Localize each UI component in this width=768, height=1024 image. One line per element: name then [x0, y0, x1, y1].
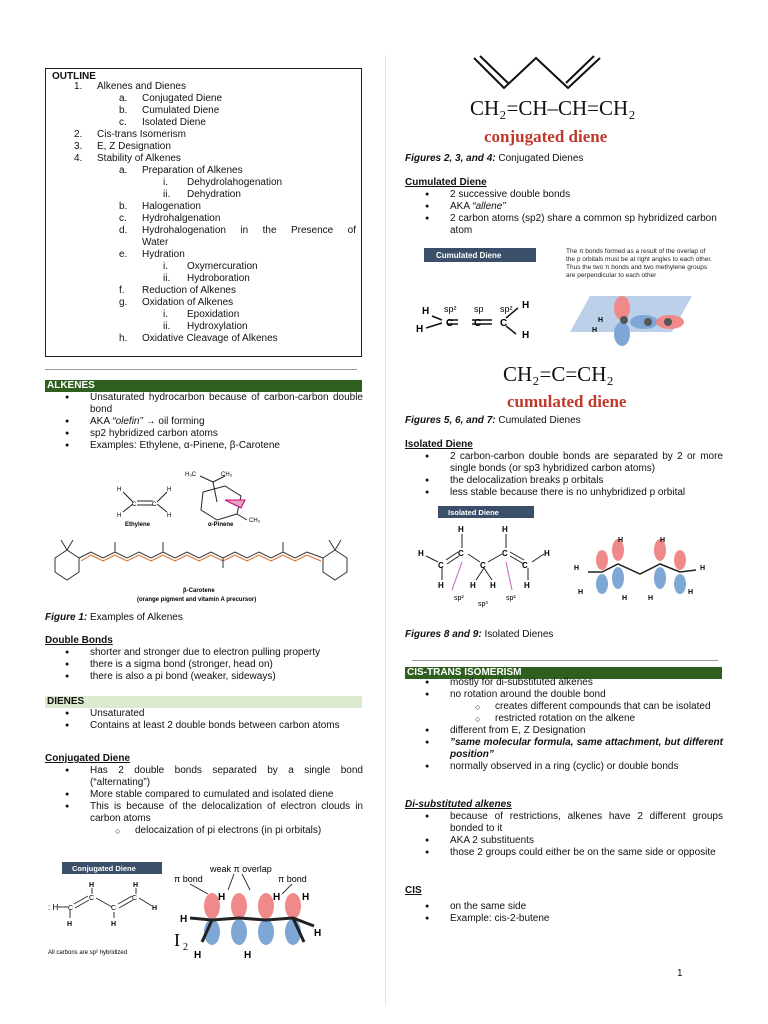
outline-item-label: Oxidation of Alkenes: [142, 297, 234, 308]
cis-trans-bullets: [405, 677, 723, 773]
svg-text:H: H: [167, 513, 172, 519]
outline-item-label: Hydroboration: [187, 273, 250, 284]
svg-text:H: H: [302, 892, 310, 903]
weak-overlap-label: weak π overlap: [210, 864, 272, 874]
figures-5-7-caption: Figures 5, 6, and 7: Cumulated Dienes: [405, 415, 581, 426]
svg-text:H: H: [438, 581, 444, 590]
svg-text:H: H: [592, 327, 598, 334]
outline-item-label: Water: [142, 237, 169, 248]
outline-item-number: a.: [119, 165, 128, 176]
svg-text:H: H: [180, 914, 188, 925]
outline-item-number: c.: [119, 117, 127, 128]
svg-text:C: C: [132, 895, 138, 902]
list-item: ○ delocaization of pi electrons (in pi orbitals): [45, 825, 363, 837]
svg-text:CH₃: CH₃: [249, 518, 261, 524]
conjugated-diene-section: [45, 753, 363, 837]
isolated-diene-section: [405, 439, 723, 499]
svg-text:C: C: [480, 561, 486, 570]
svg-text:C: C: [446, 318, 454, 329]
outline-item-number: 1.: [74, 81, 83, 92]
outline-item-number: b.: [119, 105, 128, 116]
outline-item-number: d.: [119, 225, 128, 236]
svg-text:H: H: [244, 950, 252, 961]
svg-text:C: C: [502, 549, 508, 558]
svg-text:sp²: sp²: [500, 304, 513, 314]
svg-text:H: H: [67, 921, 73, 928]
outline-item-number: 3.: [74, 141, 83, 152]
outline-item-label: E, Z Designation: [97, 141, 171, 152]
page-number: 1: [677, 968, 683, 979]
outline-item-number: ii.: [163, 321, 171, 332]
svg-text:C: C: [474, 318, 482, 329]
svg-text:sp²: sp²: [454, 595, 464, 602]
svg-text:sp: sp: [474, 304, 484, 314]
alkenes-heading: ALKENES: [45, 380, 362, 392]
outline-item-label: Oxidative Cleavage of Alkenes: [142, 333, 278, 344]
list-item: ● shorter and stronger due to electron pulling property: [45, 647, 363, 659]
conjugated-diene-heading: Conjugated Diene: [45, 753, 131, 764]
svg-text:C: C: [68, 905, 74, 912]
svg-text:H: H: [117, 487, 122, 493]
svg-text:H: H: [152, 905, 158, 912]
svg-text:C: C: [132, 502, 137, 508]
outline-item-label: Alkenes and Dienes: [97, 81, 186, 92]
carotene-structure: [55, 540, 347, 580]
list-item: ● This is because of the delocalization of electron clouds in carbon atoms: [45, 801, 363, 825]
svg-text:H: H: [598, 317, 604, 324]
carotene-sublabel: (orange pigment and vitamin A precursor): [137, 597, 257, 603]
svg-text:H: H: [133, 882, 139, 889]
section-rule: [45, 369, 357, 370]
list-item: ● AKA 2 substituents: [405, 835, 723, 847]
list-item: ● sp2 hybridized carbon atoms: [45, 428, 363, 440]
outline-item-number: i.: [163, 261, 168, 272]
list-item: ● AKA “allene”: [405, 201, 723, 213]
svg-text:H: H: [314, 928, 322, 939]
svg-text:H: H: [524, 581, 530, 590]
list-item: ● 2 carbon atoms (sp2) share a common sp hybridized carbon atom: [405, 213, 723, 237]
svg-text:C: C: [458, 549, 464, 558]
outline-item-number: e.: [119, 249, 128, 260]
svg-text:H: H: [117, 513, 122, 519]
list-item: ● the delocalization breaks p orbitals: [405, 475, 723, 487]
conjugated-diene-figure: [44, 860, 174, 960]
figures-2-4-caption: Figures 2, 3, and 4: Conjugated Dienes: [405, 153, 584, 164]
svg-text:H: H: [422, 306, 430, 317]
column-divider: [385, 55, 386, 1005]
outline-item-label: Preparation of Alkenes: [142, 165, 243, 176]
conjugated-formula: CH₂=CH–CH=CH₂: [470, 96, 636, 120]
svg-text:H: H: [700, 565, 706, 572]
svg-text:H: H: [574, 565, 580, 572]
svg-text:H: H: [111, 921, 117, 928]
dienes-heading: DIENES: [45, 696, 362, 708]
svg-text:C: C: [522, 561, 528, 570]
svg-text:CH₃: CH₃: [221, 472, 233, 478]
alkene-examples-figure: [45, 462, 365, 608]
list-item: ● 2 successive double bonds: [405, 189, 723, 201]
svg-text:H: H: [522, 300, 530, 311]
list-item: ● ”same molecular formula, same attachment, but different position”: [405, 737, 723, 761]
list-item: ● Has 2 double bonds separated by a single bond (“alternating”): [45, 765, 363, 789]
outline-item-number: i.: [163, 309, 168, 320]
list-item: ● Contains at least 2 double bonds between carbon atoms: [45, 720, 363, 732]
cumulated-diene-heading: Cumulated Diene: [405, 177, 487, 188]
svg-text:sp²: sp²: [506, 595, 516, 602]
list-item: ● there is also a pi bond (weaker, sideways): [45, 671, 363, 683]
carotene-label: β-Carotene: [183, 588, 215, 594]
outline-title: OUTLINE: [52, 71, 96, 82]
svg-text:H: H: [194, 950, 202, 961]
outline-item-label: Epoxidation: [187, 309, 240, 320]
svg-text:: H: : H: [48, 903, 59, 912]
svg-text:H: H: [502, 525, 508, 534]
svg-text:H₃C: H₃C: [185, 472, 197, 478]
cumulated-formula: CH₂=C=CH₂: [503, 362, 614, 386]
cumulated-diene-figure: [412, 246, 712, 350]
outline-item-label: Reduction of Alkenes: [142, 285, 236, 296]
outline-item-label: Dehydrolahogenation: [187, 177, 283, 188]
svg-text:H: H: [167, 487, 172, 493]
svg-text:H: H: [688, 589, 694, 596]
pinene-label: α-Pinene: [208, 522, 234, 528]
outline-item-label: Halogenation: [142, 201, 201, 212]
isolated-diene-figure: [412, 504, 722, 608]
svg-text:sp³: sp³: [478, 601, 488, 608]
svg-text:H: H: [490, 581, 496, 590]
list-item: ● no rotation around the double bond: [405, 689, 723, 701]
list-item: ● normally observed in a ring (cyclic) or double bonds: [405, 761, 723, 773]
svg-text:H: H: [218, 892, 226, 903]
conjugated-figure-title: Conjugated Diene: [72, 864, 136, 873]
outline-item-label: Hydrohalogenation in the Presence of: [142, 225, 356, 236]
list-item: ● there is a sigma bond (stronger, head on): [45, 659, 363, 671]
outline-item-number: 4.: [74, 153, 83, 164]
svg-text:H: H: [418, 549, 424, 558]
isolated-figure-title: Isolated Diene: [448, 508, 499, 517]
disubstituted-heading: Di-substituted alkenes: [405, 799, 512, 810]
outline-item-number: i.: [163, 177, 168, 188]
conjugated-orbital-figure: [172, 860, 332, 962]
outline-item-number: h.: [119, 333, 128, 344]
section-rule: [412, 660, 718, 661]
svg-text:H: H: [622, 595, 628, 602]
list-item: ● Examples: Ethylene, α-Pinene, β-Carotene: [45, 440, 363, 452]
svg-text:H: H: [89, 882, 95, 889]
list-item: ● different from E, Z Designation: [405, 725, 723, 737]
outline-item-number: ii.: [163, 273, 171, 284]
svg-text:H: H: [618, 537, 624, 544]
pi-bond-label-left: π bond: [174, 874, 203, 884]
ethylene-label: Ethylene: [125, 522, 151, 528]
list-item: ● 2 carbon-carbon double bonds are separated by 2 or more single bonds (or sp3 hybridized carbon atoms): [405, 451, 723, 475]
list-item: ● less stable because there is no unhybridized p orbital: [405, 487, 723, 499]
list-item: ● AKA “olefin” → oil forming: [45, 416, 363, 428]
figures-8-9-caption: Figures 8 and 9: Isolated Dienes: [405, 629, 554, 640]
outline-item-number: 2.: [74, 129, 83, 140]
isolated-diene-heading: Isolated Diene: [405, 439, 473, 450]
list-item: ● mostly for di-substituted alkenes: [405, 677, 723, 689]
svg-text:I: I: [174, 930, 180, 950]
svg-text:H: H: [660, 537, 666, 544]
list-item: ● Example: cis-2-butene: [405, 913, 723, 925]
svg-text:sp²: sp²: [444, 304, 457, 314]
double-bonds-section: [45, 635, 363, 683]
dienes-bullets: [45, 708, 363, 732]
svg-text:H: H: [458, 525, 464, 534]
cis-section: [405, 885, 723, 925]
double-bonds-heading: Double Bonds: [45, 635, 113, 646]
cumulated-figure-title: Cumulated Diene: [436, 251, 502, 260]
list-item: ● on the same side: [405, 901, 723, 913]
list-item: ● those 2 groups could either be on the same side or opposite: [405, 847, 723, 859]
outline-item-label: Hydration: [142, 249, 185, 260]
outline-item-number: ii.: [163, 189, 171, 200]
outline-item-label: Hydrohalgenation: [142, 213, 221, 224]
cumulated-figure-note: The π bonds formed as a result of the overlap of the p orbitals must be at right angles to each other. Thus the two π bonds and two methylene groups are perpendicular to each other: [566, 248, 712, 279]
outline-item-number: c.: [119, 213, 127, 224]
conjugated-formula-label: conjugated diene: [484, 127, 608, 146]
conjugated-figure-note: All carbons are sp² hybridized: [48, 950, 128, 956]
cis-heading: CIS: [405, 885, 422, 896]
svg-text:H: H: [648, 595, 654, 602]
outline-item-label: Conjugated Diene: [142, 93, 223, 104]
outline-item-label: Isolated Diene: [142, 117, 206, 128]
ethylene-structure: [123, 492, 167, 512]
outline-item-label: Cis-trans Isomerism: [97, 129, 186, 140]
alkenes-bullets: [45, 392, 363, 452]
cumulated-formula-label: cumulated diene: [507, 392, 627, 411]
list-item: ● Unsaturated hydrocarbon because of carbon-carbon double bond: [45, 392, 363, 416]
outline-item-label: Hydroxylation: [187, 321, 248, 332]
butadiene-skeletal: [470, 52, 620, 94]
svg-text:C: C: [111, 905, 117, 912]
outline-item-number: b.: [119, 201, 128, 212]
svg-text:C: C: [152, 502, 157, 508]
svg-text:2: 2: [183, 942, 188, 953]
svg-text:H: H: [544, 549, 550, 558]
cis-trans-heading: CIS-TRANS ISOMERISM: [405, 667, 722, 679]
list-item: ○ restricted rotation on the alkene: [405, 713, 723, 725]
list-item: ○ creates different compounds that can be isolated: [405, 701, 723, 713]
pi-bond-label-right: π bond: [278, 874, 307, 884]
outline-item-number: g.: [119, 297, 128, 308]
list-item: ● More stable compared to cumulated and isolated diene: [45, 789, 363, 801]
outline-item-label: Oxymercuration: [187, 261, 258, 272]
figure-1-caption: Figure 1: Examples of Alkenes: [45, 612, 183, 623]
svg-text:C: C: [500, 318, 508, 329]
list-item: ● because of restrictions, alkenes have 2 different groups bonded to it: [405, 811, 723, 835]
svg-text:H: H: [416, 324, 424, 335]
svg-text:H: H: [522, 330, 530, 341]
isolated-orbitals: [588, 539, 696, 594]
list-item: ● Unsaturated: [45, 708, 363, 720]
cumulated-orbitals: [570, 296, 692, 346]
svg-text:C: C: [89, 895, 95, 902]
outline-item-label: Cumulated Diene: [142, 105, 220, 116]
disubstituted-section: [405, 799, 723, 859]
outline-item-number: a.: [119, 93, 128, 104]
svg-text:H: H: [470, 581, 476, 590]
svg-text:H: H: [578, 589, 584, 596]
outline-item-label: Stability of Alkenes: [97, 153, 181, 164]
cumulated-diene-section: [405, 177, 723, 237]
outline-item-label: Dehydration: [187, 189, 241, 200]
outline-item-number: f.: [119, 285, 125, 296]
svg-text:C: C: [438, 561, 444, 570]
svg-text:H: H: [273, 892, 281, 903]
pinene-structure: [200, 476, 247, 520]
